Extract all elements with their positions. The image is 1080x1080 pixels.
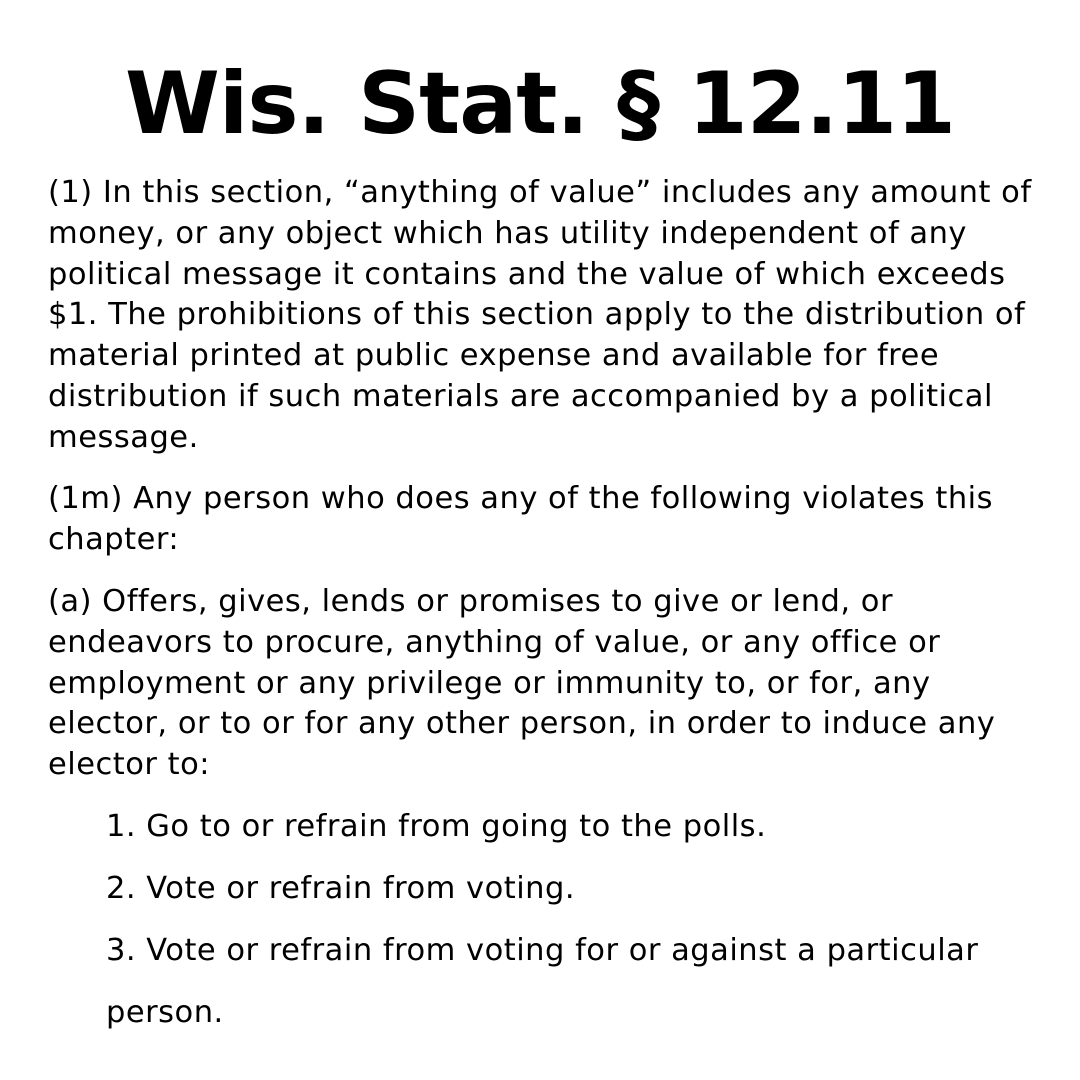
paragraph-subsection-a: (a) Offers, gives, lends or promises to give or lend, or endeavors to procure, anything of value, or any office or employment or any privilege or immunity to, or for, any elector, or to or for any other person, in order to induce any elector to: xyxy=(48,584,996,783)
list-item-vote: 2. Vote or refrain from voting. xyxy=(106,871,576,906)
list-item-vote-for-against: 3. Vote or refrain from voting for or against a particular person. xyxy=(106,933,979,1030)
paragraph-definition: (1) In this section, “anything of value” includes any amount of money, or any object which has utility independent of any political message it contains and the value of which exceeds $1. The prohibitions of this section apply to the distribution of material printed at public expense and available for free distribution if such materials are accompanied by a political message. xyxy=(48,175,1032,455)
page-title: Wis. Stat. § 12.11 xyxy=(125,54,955,154)
list-item-go-to-polls: 1. Go to or refrain from going to the polls. xyxy=(106,809,767,844)
paragraph-violation-intro: (1m) Any person who does any of the following violates this chapter: xyxy=(48,481,994,557)
